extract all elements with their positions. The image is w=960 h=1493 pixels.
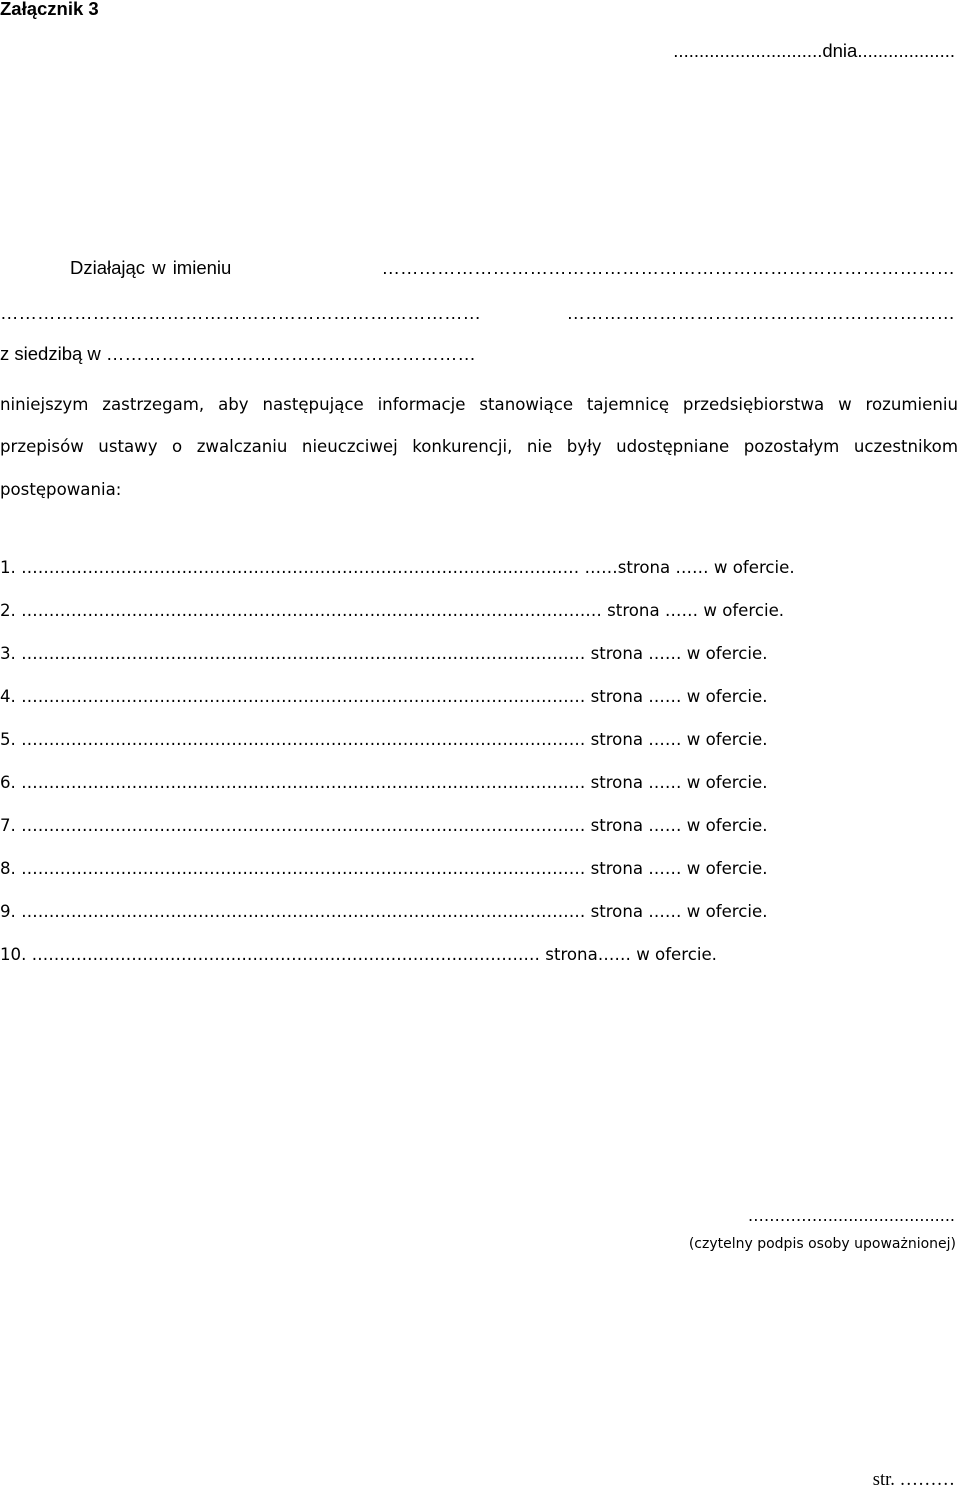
list-item: 10. ………………………………..……………………………………………… strona…… w ofercie. (0, 945, 717, 964)
signature-label: (czytelny podpis osoby upoważnionej) (688, 1236, 956, 1252)
declaration-line-3: postępowania: (0, 479, 122, 499)
list-item: 3. ………………………………………………………………………………………… strona …… w ofercie. (0, 644, 768, 663)
declaration-paragraph (0, 384, 960, 511)
list-item: 4. ………………………………………………………………………………………… strona …… w ofercie. (0, 687, 768, 706)
company-name-dots-left: …………………………………………………………………… (0, 302, 481, 323)
page-number: str. ……… (872, 1470, 955, 1490)
list-item: 7. ………………………………………………………………………………………… strona …… w ofercie. (0, 816, 768, 835)
declaration-line-2: przepisów ustawy o zwalczaniu nieuczciwej konkurencji, nie były udostępniane pozostałym uczestnikom (0, 437, 958, 457)
list-item: 1. ……………………………………………………………………………..………… ……strona …… w ofercie. (0, 558, 795, 577)
declaration-line-1: niniejszym zastrzegam, aby następujące informacje stanowiące tajemnicę przedsiębiorstwa w rozumieniu (0, 395, 958, 414)
list-item: 2. …………………………………………………………………………………………… strona …… w ofercie. (0, 601, 785, 620)
company-name-dots-right: ……………………………………………………… (566, 302, 955, 323)
list-item: 6. ………………………………………………………………………………………… strona …… w ofercie. (0, 773, 768, 792)
acting-on-behalf-dots: ………………………………………………………………………………… (381, 257, 955, 278)
signature-line: ……………......................... (747, 1206, 955, 1225)
acting-on-behalf-label: Działając w imieniu (70, 257, 232, 278)
document-title: Załącznik 3 (0, 0, 99, 19)
list-item: 5. ………………………………………………………………………………………… strona …… w ofercie. (0, 730, 768, 749)
company-seat-line: z siedzibą w …………………………………………………… (0, 343, 476, 364)
date-line: .............................dnia................... (673, 40, 955, 61)
list-item: 8. ………………………………………………………………………………………… strona …… w ofercie. (0, 859, 768, 878)
list-item: 9. ………………………………………………………………………………………… strona …… w ofercie. (0, 902, 768, 921)
